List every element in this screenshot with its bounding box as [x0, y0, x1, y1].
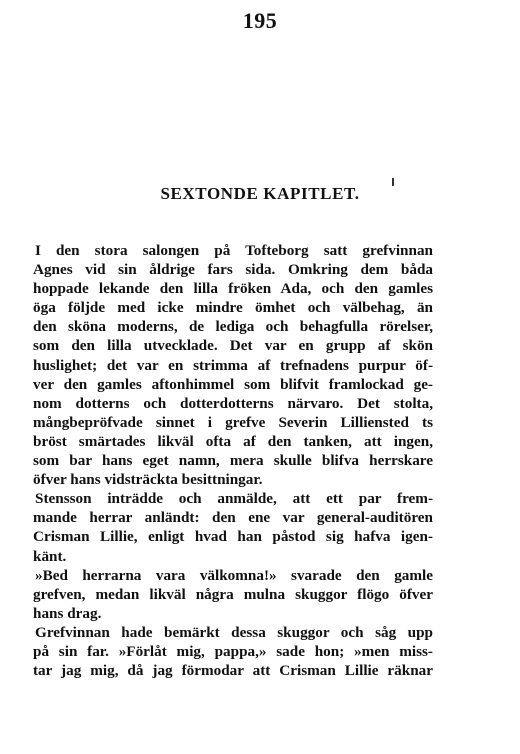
text-line: huslighet; det var en strimma af trefnadens purpur öf-: [33, 356, 433, 374]
text-line: Agnes vid sin åldrige fars sida. Omkring dem båda: [33, 261, 433, 279]
text-line: Grefvinnan hade bemärkt dessa skuggor och såg upp: [35, 623, 433, 641]
text-line: I den stora salongen på Tofteborg satt grefvinnan: [35, 242, 433, 259]
body-text: [33, 241, 433, 680]
text-line: »Bed herrarna vara välkomna!» svarade den gamle: [35, 566, 433, 584]
text-line: som den lilla utvecklade. Det var en grupp af skön: [33, 337, 433, 355]
text-line: känt.: [33, 547, 67, 565]
text-line: hans drag.: [33, 604, 102, 622]
text-line: på sin far. »Förlåt mig, pappa,» sade hon; »men miss-: [33, 642, 433, 660]
text-line: mande herrar anländt: den ene var general-auditören: [33, 509, 433, 527]
text-line: mångbepröfvade sinnet i grefve Severin Lilliensted ts: [33, 413, 433, 431]
text-line: bröst smärtades likväl ofta af den tanken, att ingen,: [33, 432, 433, 450]
text-line: ver den gamles aftonhimmel som blifvit framlockad ge-: [33, 375, 433, 393]
page-number: 195: [242, 8, 278, 33]
text-line: nom dotterns och dotterdotterns närvaro. Det stolta,: [33, 394, 433, 412]
text-line: tar jag mig, då jag förmodar att Crisman Lillie räknar: [33, 662, 433, 680]
text-line: Stensson inträdde och anmälde, att ett par frem-: [35, 490, 433, 508]
text-line: öga följde med icke mindre ömhet och välbehag, än: [33, 299, 433, 317]
text-line: Crisman Lillie, enligt hvad han påstod sig hafva igen-: [33, 528, 433, 546]
text-line: den sköna moderns, de lediga och behagfulla rörelser,: [33, 318, 433, 336]
text-line: grefven, medan likväl några mulna skuggor flögo öfver: [33, 585, 433, 603]
chapter-title: SEXTONDE KAPITLET.: [160, 184, 360, 203]
text-line: som bar hans eget namn, mera skulle blifva herrskare: [33, 452, 433, 470]
text-line: öfver hans vidsträckta besittningar.: [33, 471, 263, 489]
text-line: hoppade lekande den lilla fröken Ada, och den gamles: [33, 280, 433, 298]
